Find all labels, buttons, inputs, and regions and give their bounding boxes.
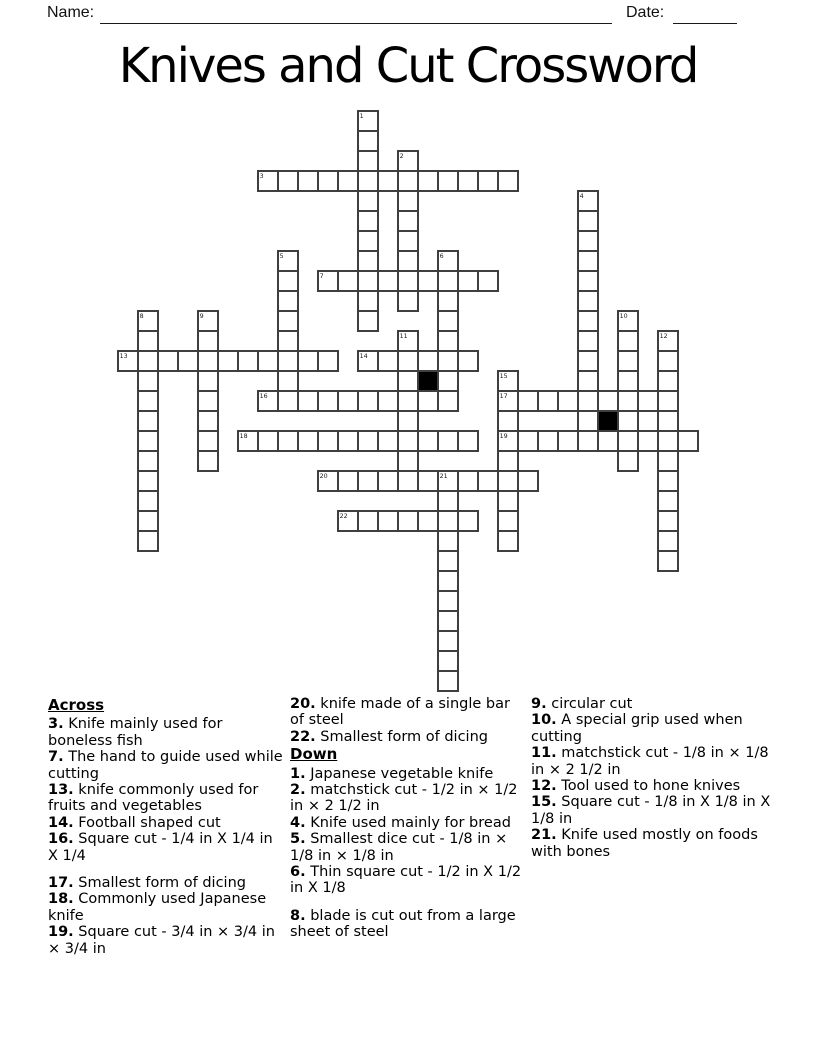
- grid-cell: [198, 351, 218, 371]
- grid-cell: [618, 331, 638, 351]
- clue-item: [290, 696, 528, 729]
- clue-item-number: 18.: [48, 891, 74, 908]
- clue-item: [290, 729, 528, 745]
- clue-number-label: 20: [319, 473, 328, 481]
- grid-cell: [538, 431, 558, 451]
- grid-cell: [438, 511, 458, 531]
- grid-cell: [458, 271, 478, 291]
- grid-cell: [278, 391, 298, 411]
- grid-cell: [378, 471, 398, 491]
- grid-cell: [438, 671, 458, 691]
- clue-number-label: 8: [139, 313, 144, 321]
- grid-cell: [278, 311, 298, 331]
- clue-column-1: [48, 696, 284, 957]
- clue-item-number: 1.: [290, 765, 306, 782]
- grid-cell: [438, 611, 458, 631]
- clue-number-label: 14: [359, 353, 368, 361]
- grid-cell: [358, 151, 378, 171]
- grid-cell: [458, 351, 478, 371]
- name-blank-line: [100, 22, 612, 24]
- grid-cell: [378, 511, 398, 531]
- grid-cell: [398, 391, 418, 411]
- clue-item-number: 9.: [531, 696, 547, 712]
- grid-cell: [398, 251, 418, 271]
- grid-cell: [498, 171, 518, 191]
- grid-cell: [418, 391, 438, 411]
- clue-item-text: circular cut: [546, 696, 633, 712]
- clue-number-label: 7: [319, 273, 324, 281]
- grid-cell: [438, 531, 458, 551]
- grid-cell: [518, 391, 538, 411]
- grid-cell: [238, 351, 258, 371]
- grid-cell: [438, 591, 458, 611]
- clue-item-number: 7.: [48, 749, 64, 766]
- name-label: Name:: [47, 4, 95, 21]
- clue-item: [48, 831, 284, 864]
- grid-cell: [278, 291, 298, 311]
- clue-item-number: 4.: [290, 814, 306, 831]
- grid-cell: [418, 431, 438, 451]
- clue-number-label: 19: [499, 433, 508, 441]
- grid-cell: [398, 451, 418, 471]
- grid-cell: [338, 471, 358, 491]
- grid-cell: [578, 331, 598, 351]
- clue-item-number: 8.: [290, 907, 306, 924]
- date-label: Date:: [626, 4, 665, 21]
- clue-item-text: Smallest dice cut - 1/8 in × 1/8 in × 1/8 in: [290, 831, 508, 864]
- grid-cell: [678, 431, 698, 451]
- clue-item-text: Tool used to hone knives: [556, 778, 741, 795]
- grid-cell: [358, 231, 378, 251]
- grid-cell: [358, 311, 378, 331]
- grid-cell: [658, 371, 678, 391]
- clue-item-text: Japanese vegetable knife: [305, 765, 494, 782]
- grid-cell: [578, 371, 598, 391]
- grid-cell: [358, 251, 378, 271]
- grid-cell: [418, 171, 438, 191]
- grid-cell: [398, 291, 418, 311]
- grid-cell: [618, 351, 638, 371]
- clue-item-text: Square cut - 1/8 in X 1/8 in X 1/8 in: [531, 794, 771, 827]
- grid-cell: [278, 331, 298, 351]
- grid-cell: [438, 351, 458, 371]
- clue-item: [48, 924, 284, 957]
- grid-cell: [138, 531, 158, 551]
- clue-number-label: 5: [279, 253, 284, 261]
- grid-cell: [358, 131, 378, 151]
- grid-cell: [458, 511, 478, 531]
- grid-cell: [358, 391, 378, 411]
- grid-cell: [498, 511, 518, 531]
- grid-cell: [578, 351, 598, 371]
- grid-cell: [278, 431, 298, 451]
- grid-cell: [558, 391, 578, 411]
- clue-section-header: Down: [290, 745, 338, 764]
- grid-cell: [318, 431, 338, 451]
- clue-number-label: 13: [119, 353, 128, 361]
- grid-cell: [358, 471, 378, 491]
- grid-cell: [578, 251, 598, 271]
- grid-cell: [658, 351, 678, 371]
- clue-number-label: 3: [259, 173, 264, 181]
- clue-item-number: 6.: [290, 864, 306, 881]
- grid-cell: [438, 491, 458, 511]
- clue-item-number: 5.: [290, 831, 306, 848]
- grid-cell: [438, 391, 458, 411]
- grid-cell: [398, 191, 418, 211]
- grid-cell: [258, 431, 278, 451]
- grid-cell: [498, 451, 518, 471]
- clue-number-label: 16: [259, 393, 268, 401]
- clue-item-number: 2.: [290, 782, 306, 799]
- clue-item-text: Square cut - 1/4 in X 1/4 in X 1/4: [48, 831, 273, 864]
- grid-cell: [198, 391, 218, 411]
- grid-cell: [438, 551, 458, 571]
- grid-cell: [358, 511, 378, 531]
- grid-cell: [158, 351, 178, 371]
- clue-item-text: The hand to guide used while cutting: [48, 749, 283, 782]
- clue-number-label: 1: [359, 113, 364, 121]
- grid-cell: [438, 631, 458, 651]
- grid-cell: [138, 511, 158, 531]
- grid-cell: [618, 411, 638, 431]
- clue-number-label: 18: [239, 433, 248, 441]
- grid-cell: [138, 371, 158, 391]
- grid-cell: [298, 391, 318, 411]
- clue-item-text: Football shaped cut: [73, 814, 221, 831]
- grid-cell: [138, 491, 158, 511]
- clue-item-number: 21.: [531, 827, 557, 844]
- clue-item-number: 3.: [48, 716, 64, 733]
- clue-number-label: 2: [399, 153, 404, 161]
- grid-cell: [358, 291, 378, 311]
- grid-cell: [398, 431, 418, 451]
- grid-cell: [498, 471, 518, 491]
- clue-item: [290, 864, 528, 897]
- grid-cell: [358, 431, 378, 451]
- grid-cell: [198, 331, 218, 351]
- grid-cell: [138, 431, 158, 451]
- grid-cell: [258, 351, 278, 371]
- grid-cell: [478, 271, 498, 291]
- grid-cell: [458, 171, 478, 191]
- grid-cell: [418, 351, 438, 371]
- grid-cell: [438, 571, 458, 591]
- clue-item-number: 10.: [531, 712, 557, 729]
- grid-cell: [398, 211, 418, 231]
- grid-cell: [338, 431, 358, 451]
- grid-cell: [498, 491, 518, 511]
- clue-number-label: 6: [439, 253, 444, 261]
- clue-item: [48, 815, 284, 831]
- grid-cell: [198, 451, 218, 471]
- grid-cell: [518, 471, 538, 491]
- clue-item-text: Thin square cut - 1/2 in X 1/2 in X 1/8: [290, 864, 522, 897]
- grid-cell: [578, 231, 598, 251]
- grid-cell: [598, 431, 618, 451]
- clue-item-text: Knife used mostly on foods with bones: [531, 827, 758, 860]
- clue-item-number: 20.: [290, 696, 316, 712]
- grid-cell: [418, 511, 438, 531]
- grid-cell: [398, 231, 418, 251]
- grid-cell: [638, 391, 658, 411]
- grid-cell: [578, 311, 598, 331]
- grid-cell: [138, 391, 158, 411]
- clue-item: [531, 745, 774, 778]
- clue-item-number: 19.: [48, 924, 74, 941]
- grid-cell: [338, 271, 358, 291]
- clue-item-number: 14.: [48, 814, 74, 831]
- clue-item: [531, 827, 774, 860]
- grid-cell: [518, 431, 538, 451]
- clue-item-text: Knife mainly used for boneless fish: [48, 716, 223, 749]
- page-title: Knives and Cut Crossword: [118, 38, 698, 94]
- clue-item-text: Square cut - 3/4 in × 3/4 in × 3/4 in: [48, 924, 275, 957]
- grid-cell: [438, 271, 458, 291]
- clue-item-number: 15.: [531, 794, 557, 811]
- grid-cell: [138, 411, 158, 431]
- grid-cell: [278, 271, 298, 291]
- clue-item-number: 17.: [48, 875, 74, 892]
- grid-cell: [398, 351, 418, 371]
- clue-item: [531, 712, 774, 745]
- grid-cell: [538, 391, 558, 411]
- grid-cell: [658, 491, 678, 511]
- grid-cell: [598, 391, 618, 411]
- clue-item: [290, 766, 528, 782]
- grid-cell: [298, 431, 318, 451]
- grid-cell: [318, 391, 338, 411]
- clue-number-label: 21: [439, 473, 448, 481]
- grid-cell: [438, 171, 458, 191]
- grid-cell: [178, 351, 198, 371]
- clue-item-number: 13.: [48, 782, 74, 799]
- grid-cell: [578, 391, 598, 411]
- grid-cell: [138, 351, 158, 371]
- clue-item: [48, 891, 284, 924]
- grid-cell: [138, 451, 158, 471]
- grid-cell: [138, 471, 158, 491]
- grid-cell: [358, 191, 378, 211]
- grid-cell: [378, 271, 398, 291]
- grid-cell: [318, 171, 338, 191]
- black-cell: [598, 411, 618, 431]
- grid-cell: [618, 391, 638, 411]
- grid-cell: [458, 431, 478, 451]
- grid-cell: [578, 411, 598, 431]
- grid-cell: [658, 511, 678, 531]
- clue-number-label: 15: [499, 373, 508, 381]
- grid-cell: [438, 311, 458, 331]
- clue-number-label: 9: [199, 313, 204, 321]
- grid-cell: [338, 171, 358, 191]
- clue-item: [531, 696, 774, 712]
- grid-cell: [318, 351, 338, 371]
- grid-cell: [658, 391, 678, 411]
- grid-cell: [658, 451, 678, 471]
- clue-item-text: knife commonly used for fruits and vegetables: [48, 782, 259, 815]
- grid-cell: [198, 371, 218, 391]
- grid-cell: [578, 431, 598, 451]
- clue-item-text: A special grip used when cutting: [531, 712, 743, 745]
- grid-cell: [658, 551, 678, 571]
- clue-item-text: Smallest form of dicing: [315, 728, 488, 745]
- grid-cell: [658, 411, 678, 431]
- clue-number-label: 10: [619, 313, 628, 321]
- grid-cell: [398, 271, 418, 291]
- black-cell: [418, 371, 438, 391]
- grid-cell: [358, 171, 378, 191]
- clue-item-text: knife made of a single bar of steel: [290, 696, 510, 729]
- grid-cell: [198, 431, 218, 451]
- clue-number-label: 4: [579, 193, 584, 201]
- grid-cell: [498, 411, 518, 431]
- grid-cell: [398, 171, 418, 191]
- grid-cell: [298, 351, 318, 371]
- grid-cell: [618, 371, 638, 391]
- grid-cell: [458, 471, 478, 491]
- grid-cell: [398, 411, 418, 431]
- grid-cell: [578, 291, 598, 311]
- clue-number-label: 12: [659, 333, 668, 341]
- grid-cell: [438, 371, 458, 391]
- crossword-grid: [117, 110, 699, 692]
- clue-number-label: 17: [499, 393, 508, 401]
- grid-cell: [618, 431, 638, 451]
- clue-item: [48, 749, 284, 782]
- grid-cell: [478, 171, 498, 191]
- grid-cell: [438, 331, 458, 351]
- grid-cell: [438, 431, 458, 451]
- grid-cell: [398, 511, 418, 531]
- grid-cell: [438, 651, 458, 671]
- grid-cell: [338, 391, 358, 411]
- grid-cell: [638, 431, 658, 451]
- clue-item: [290, 908, 528, 941]
- grid-cell: [378, 431, 398, 451]
- grid-cell: [138, 331, 158, 351]
- clue-item-text: matchstick cut - 1/2 in × 1/2 in × 2 1/2 in: [290, 782, 518, 815]
- grid-cell: [398, 471, 418, 491]
- grid-cell: [658, 471, 678, 491]
- clue-item-number: 16.: [48, 831, 74, 848]
- grid-cell: [578, 211, 598, 231]
- clue-column-3: [531, 696, 774, 860]
- clue-item: [290, 815, 528, 831]
- clue-item-number: 11.: [531, 745, 557, 762]
- grid-cell: [498, 531, 518, 551]
- clue-item-text: matchstick cut - 1/8 in × 1/8 in × 2 1/2 in: [531, 745, 769, 778]
- clue-item: [531, 778, 774, 794]
- clue-number-label: 11: [399, 333, 408, 341]
- clue-item-text: blade is cut out from a large sheet of steel: [290, 907, 516, 941]
- grid-cell: [298, 171, 318, 191]
- grid-cell: [358, 271, 378, 291]
- clue-item-text: Smallest form of dicing: [73, 875, 246, 892]
- grid-cell: [618, 451, 638, 471]
- grid-cell: [418, 271, 438, 291]
- grid-cell: [278, 371, 298, 391]
- grid-cell: [358, 211, 378, 231]
- clue-item: [48, 782, 284, 815]
- grid-cell: [398, 371, 418, 391]
- grid-cell: [218, 351, 238, 371]
- grid-cell: [438, 291, 458, 311]
- grid-cell: [198, 411, 218, 431]
- clue-item: [48, 716, 284, 749]
- clue-item-text: Knife used mainly for bread: [305, 814, 511, 831]
- grid-cell: [658, 531, 678, 551]
- clue-item: [290, 831, 528, 864]
- clue-item-number: 12.: [531, 778, 557, 795]
- date-blank-line: [673, 22, 737, 24]
- grid-cell: [478, 471, 498, 491]
- grid-cell: [278, 171, 298, 191]
- clue-item: [531, 794, 774, 827]
- grid-cell: [658, 431, 678, 451]
- grid-cell: [378, 391, 398, 411]
- clue-section-header: Across: [48, 696, 105, 714]
- grid-cell: [558, 431, 578, 451]
- grid-cell: [378, 171, 398, 191]
- grid-cell: [278, 351, 298, 371]
- clue-item: [48, 875, 284, 891]
- clue-number-label: 22: [339, 513, 348, 521]
- clue-item: [290, 782, 528, 815]
- clue-item-number: 22.: [290, 728, 316, 745]
- grid-cell: [578, 271, 598, 291]
- clue-column-2: [290, 696, 528, 941]
- grid-cell: [378, 351, 398, 371]
- clue-item-text: Commonly used Japanese knife: [48, 891, 267, 924]
- grid-cell: [418, 471, 438, 491]
